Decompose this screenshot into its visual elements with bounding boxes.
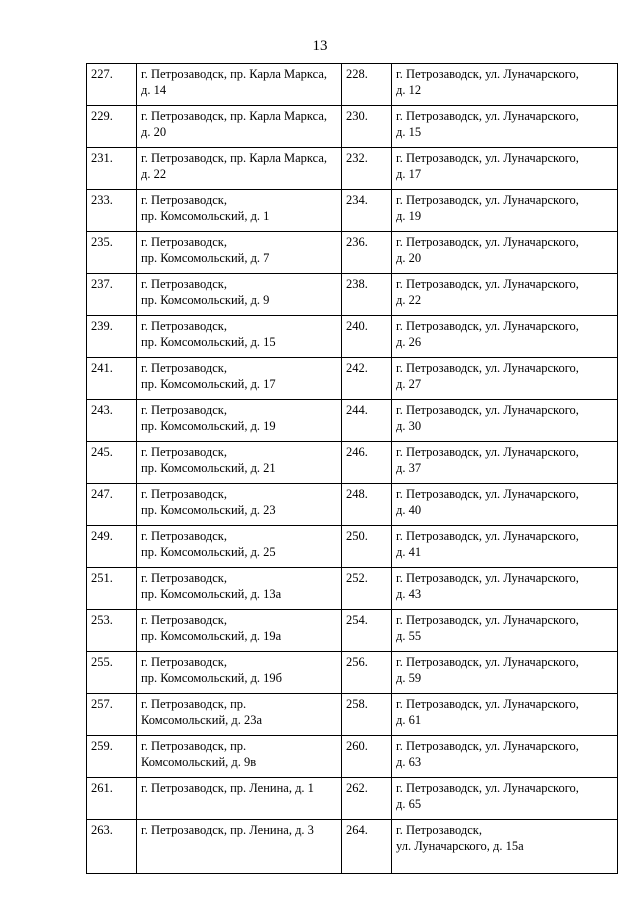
- table-row: [87, 526, 618, 568]
- address-line: пр. Комсомольский, д. 1: [141, 208, 270, 223]
- address-line: г. Петрозаводск,: [141, 361, 227, 375]
- table-row: [87, 820, 618, 874]
- left-address-cell: [137, 442, 342, 484]
- table-row: [87, 610, 618, 652]
- table-row: [87, 736, 618, 778]
- left-address-cell: [137, 232, 342, 274]
- table-row: [87, 442, 618, 484]
- address-line: г. Петрозаводск,: [141, 235, 227, 249]
- address-line: пр. Комсомольский, д. 19б: [141, 670, 283, 685]
- left-row-number: 255.: [87, 652, 137, 694]
- right-address-cell: [392, 820, 618, 874]
- right-row-number: 250.: [342, 526, 392, 568]
- right-address-cell: [392, 64, 618, 106]
- right-row-number: 252.: [342, 568, 392, 610]
- address-line: г. Петрозаводск, ул. Луначарского,: [396, 697, 579, 711]
- address-line: г. Петрозаводск, пр. Карла Маркса,: [141, 67, 328, 81]
- address-line: г. Петрозаводск,: [141, 655, 227, 669]
- address-line: Комсомольский, д. 23а: [141, 712, 263, 727]
- right-row-number: 258.: [342, 694, 392, 736]
- address-line: пр. Комсомольский, д. 13а: [141, 586, 282, 601]
- left-address-cell: [137, 820, 342, 874]
- left-address-cell: [137, 694, 342, 736]
- table-row: [87, 400, 618, 442]
- right-address-cell: [392, 106, 618, 148]
- left-address-cell: [137, 484, 342, 526]
- table-row: [87, 568, 618, 610]
- address-line: ул. Луначарского, д. 15а: [396, 838, 524, 853]
- right-row-number: 234.: [342, 190, 392, 232]
- right-row-number: 246.: [342, 442, 392, 484]
- page-number: 13: [312, 38, 328, 54]
- address-line: г. Петрозаводск,: [141, 613, 227, 627]
- left-row-number: 233.: [87, 190, 137, 232]
- address-line: г. Петрозаводск, ул. Луначарского,: [396, 739, 579, 753]
- address-line: д. 22: [396, 292, 422, 307]
- table-row: [87, 232, 618, 274]
- address-line: г. Петрозаводск, ул. Луначарского,: [396, 109, 579, 123]
- left-row-number: 249.: [87, 526, 137, 568]
- address-line: д. 61: [396, 712, 422, 727]
- address-line: д. 30: [396, 418, 422, 433]
- right-row-number: 254.: [342, 610, 392, 652]
- address-line: Комсомольский, д. 9в: [141, 754, 257, 769]
- left-address-cell: [137, 400, 342, 442]
- right-row-number: 260.: [342, 736, 392, 778]
- address-line: д. 55: [396, 628, 422, 643]
- left-address-cell: [137, 64, 342, 106]
- left-address-cell: [137, 316, 342, 358]
- left-address-cell: [137, 568, 342, 610]
- address-line: г. Петрозаводск, ул. Луначарского,: [396, 319, 579, 333]
- left-row-number: 245.: [87, 442, 137, 484]
- address-line: г. Петрозаводск, ул. Луначарского,: [396, 445, 579, 459]
- left-row-number: 235.: [87, 232, 137, 274]
- left-address-cell: [137, 736, 342, 778]
- right-address-cell: [392, 778, 618, 820]
- left-address-cell: [137, 358, 342, 400]
- left-address-cell: [137, 190, 342, 232]
- right-address-cell: [392, 358, 618, 400]
- right-address-cell: [392, 736, 618, 778]
- right-address-cell: [392, 316, 618, 358]
- right-row-number: 262.: [342, 778, 392, 820]
- address-line: г. Петрозаводск, ул. Луначарского,: [396, 361, 579, 375]
- address-line: г. Петрозаводск,: [141, 277, 227, 291]
- address-line: г. Петрозаводск,: [396, 823, 482, 837]
- address-line: г. Петрозаводск, ул. Луначарского,: [396, 67, 579, 81]
- right-row-number: 228.: [342, 64, 392, 106]
- table-row: [87, 274, 618, 316]
- address-line: г. Петрозаводск, ул. Луначарского,: [396, 529, 579, 543]
- table-row: [87, 358, 618, 400]
- address-table: [86, 63, 618, 874]
- table-row: [87, 778, 618, 820]
- address-line: г. Петрозаводск,: [141, 319, 227, 333]
- right-address-cell: [392, 148, 618, 190]
- right-address-cell: [392, 232, 618, 274]
- address-line: г. Петрозаводск, ул. Луначарского,: [396, 613, 579, 627]
- address-line: г. Петрозаводск,: [141, 445, 227, 459]
- address-line: пр. Комсомольский, д. 15: [141, 334, 276, 349]
- left-row-number: 231.: [87, 148, 137, 190]
- address-line: д. 43: [396, 586, 422, 601]
- address-line: г. Петрозаводск, ул. Луначарского,: [396, 277, 579, 291]
- address-table-body: [87, 64, 618, 874]
- right-address-cell: [392, 694, 618, 736]
- address-line: д. 19: [396, 208, 422, 223]
- address-line: г. Петрозаводск, ул. Луначарского,: [396, 571, 579, 585]
- address-line: г. Петрозаводск, ул. Луначарского,: [396, 655, 579, 669]
- address-line: г. Петрозаводск, ул. Луначарского,: [396, 487, 579, 501]
- address-line: д. 22: [141, 166, 167, 181]
- table-row: [87, 106, 618, 148]
- right-address-cell: [392, 190, 618, 232]
- right-address-cell: [392, 274, 618, 316]
- left-row-number: 261.: [87, 778, 137, 820]
- left-row-number: 229.: [87, 106, 137, 148]
- address-line: г. Петрозаводск, ул. Луначарского,: [396, 403, 579, 417]
- table-row: [87, 316, 618, 358]
- right-row-number: 264.: [342, 820, 392, 874]
- address-line: г. Петрозаводск,: [141, 487, 227, 501]
- left-row-number: 243.: [87, 400, 137, 442]
- address-line: г. Петрозаводск, пр.: [141, 739, 247, 753]
- address-line: г. Петрозаводск, пр. Карла Маркса,: [141, 109, 328, 123]
- table-row: [87, 484, 618, 526]
- right-row-number: 240.: [342, 316, 392, 358]
- address-line: г. Петрозаводск,: [141, 571, 227, 585]
- right-row-number: 230.: [342, 106, 392, 148]
- left-address-cell: [137, 610, 342, 652]
- address-line: пр. Комсомольский, д. 23: [141, 502, 276, 517]
- left-row-number: 259.: [87, 736, 137, 778]
- address-line: д. 14: [141, 82, 167, 97]
- right-row-number: 236.: [342, 232, 392, 274]
- address-line: г. Петрозаводск, ул. Луначарского,: [396, 193, 579, 207]
- right-row-number: 232.: [342, 148, 392, 190]
- right-row-number: 238.: [342, 274, 392, 316]
- address-line: д. 17: [396, 166, 422, 181]
- address-line: д. 20: [141, 124, 167, 139]
- address-line: д. 15: [396, 124, 422, 139]
- left-address-cell: [137, 778, 342, 820]
- right-address-cell: [392, 484, 618, 526]
- address-line: д. 65: [396, 796, 422, 811]
- address-line: д. 27: [396, 376, 422, 391]
- left-address-cell: [137, 652, 342, 694]
- right-row-number: 244.: [342, 400, 392, 442]
- left-row-number: 251.: [87, 568, 137, 610]
- left-row-number: 257.: [87, 694, 137, 736]
- right-address-cell: [392, 442, 618, 484]
- address-line: г. Петрозаводск, ул. Луначарского,: [396, 781, 579, 795]
- address-line: г. Петрозаводск,: [141, 529, 227, 543]
- address-line: пр. Комсомольский, д. 25: [141, 544, 276, 559]
- address-line: пр. Комсомольский, д. 19а: [141, 628, 282, 643]
- table-row: [87, 652, 618, 694]
- address-line: г. Петрозаводск, ул. Луначарского,: [396, 235, 579, 249]
- right-row-number: 242.: [342, 358, 392, 400]
- address-line: д. 59: [396, 670, 422, 685]
- right-address-cell: [392, 568, 618, 610]
- address-line: пр. Комсомольский, д. 17: [141, 376, 276, 391]
- address-line: пр. Комсомольский, д. 7: [141, 250, 270, 265]
- address-line: д. 12: [396, 82, 422, 97]
- address-line: г. Петрозаводск, пр. Ленина, д. 1: [141, 781, 314, 795]
- address-line: д. 20: [396, 250, 422, 265]
- right-row-number: 256.: [342, 652, 392, 694]
- right-address-cell: [392, 652, 618, 694]
- right-address-cell: [392, 610, 618, 652]
- table-row: [87, 694, 618, 736]
- right-address-cell: [392, 400, 618, 442]
- table-row: [87, 64, 618, 106]
- address-line: г. Петрозаводск,: [141, 193, 227, 207]
- right-address-cell: [392, 526, 618, 568]
- address-line: г. Петрозаводск, пр.: [141, 697, 247, 711]
- address-line: г. Петрозаводск, пр. Ленина, д. 3: [141, 823, 314, 837]
- address-line: д. 37: [396, 460, 422, 475]
- address-line: г. Петрозаводск, пр. Карла Маркса,: [141, 151, 328, 165]
- left-row-number: 227.: [87, 64, 137, 106]
- address-line: д. 63: [396, 754, 422, 769]
- address-line: д. 26: [396, 334, 422, 349]
- table-row: [87, 190, 618, 232]
- right-row-number: 248.: [342, 484, 392, 526]
- table-row: [87, 148, 618, 190]
- left-address-cell: [137, 526, 342, 568]
- address-line: пр. Комсомольский, д. 9: [141, 292, 270, 307]
- left-row-number: 237.: [87, 274, 137, 316]
- address-line: пр. Комсомольский, д. 19: [141, 418, 276, 433]
- left-row-number: 263.: [87, 820, 137, 874]
- left-row-number: 241.: [87, 358, 137, 400]
- left-address-cell: [137, 148, 342, 190]
- address-line: д. 40: [396, 502, 422, 517]
- address-line: пр. Комсомольский, д. 21: [141, 460, 276, 475]
- left-row-number: 239.: [87, 316, 137, 358]
- address-line: г. Петрозаводск, ул. Луначарского,: [396, 151, 579, 165]
- left-row-number: 253.: [87, 610, 137, 652]
- left-address-cell: [137, 106, 342, 148]
- address-line: д. 41: [396, 544, 422, 559]
- address-line: г. Петрозаводск,: [141, 403, 227, 417]
- left-row-number: 247.: [87, 484, 137, 526]
- left-address-cell: [137, 274, 342, 316]
